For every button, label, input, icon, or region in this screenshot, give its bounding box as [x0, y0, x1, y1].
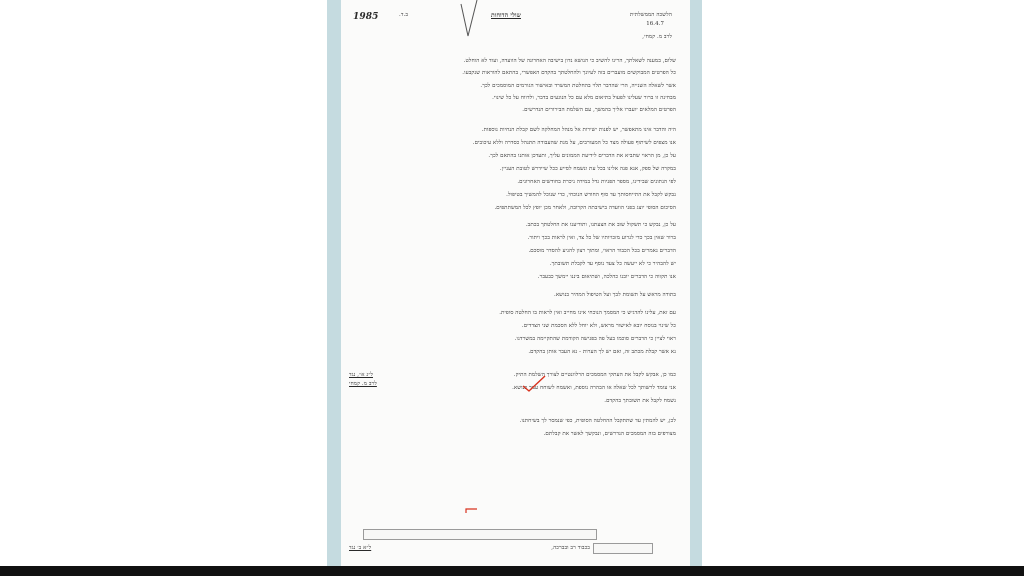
body-line: הפרטים המלאים יועברו אליך בהמשך, עם השלמת הבירורים הנדרשים.: [522, 107, 676, 113]
body-line: נבקש לקבל את התייחסותך עד סוף החודש הנוכחי, כדי שנוכל להמשיך בטיפול.: [506, 192, 676, 198]
body-line: אני עומד לרשותך לכל שאלה או הבהרה נוספת, ואשמח לשוחח עמך בנושא.: [512, 385, 676, 391]
header-date: 16.4.7: [646, 21, 664, 27]
body-line: כל הפרטים המבוקשים מועברים בזה לעיונך ולהחלטתך בהקדם האפשרי, בהתאם להוראות שנקבעו.: [462, 70, 676, 76]
body-line: הסיכום הסופי יוצג בפני הוועדה בישיבתה הקרובה, ולאחר מכן יופץ לכל המשתתפים.: [494, 205, 676, 211]
body-line: היה והדבר אינו מתאפשר, יש לפנות ישירות אל מנהל המחלקה לשם קבלת הנחיות נוספות.: [481, 127, 676, 133]
header-stamp: 1985: [353, 12, 379, 22]
body-line: במקרה של ספק, אנא פנה אלינו בכל עת ונשמח לסייע ככל שיידרש לטובת העניין.: [499, 166, 676, 172]
body-line: אשר לשאלה השנייה, הרי שהדבר תלוי בהחלטת המשרד ובאישור הגורמים המוסמכים לכך.: [480, 83, 676, 89]
body-line: שלום, במענה לשאלתך, הרינו להשיב כי הנושא נדון בישיבה האחרונה של הוועדה, ועוד לא הוחלט.: [463, 58, 676, 64]
body-line: בתודה מראש על תשומת לבך ועל הטיפול המהיר בנושא.: [554, 292, 676, 298]
header-office: הלשכה הממשלתית: [629, 12, 672, 18]
header-recipient: לרב מ. קמחי,: [642, 34, 672, 40]
body-line: על כן, מן הראוי שתביא את הדברים לידיעת הממונים עליך, ותעדכן אותנו בהתאם לכך.: [488, 153, 676, 159]
body-line: ברור שאין בכך כדי לגרוע מזכויותיו של כל צד, ואין לראות בכך ויתור.: [527, 235, 676, 241]
body-line: נא אשר קבלת מכתב זה, ואם יש לך הערות - נא העבר אותן בהקדם.: [528, 349, 676, 355]
body-line: לפי הנתונים שבידינו, מספר הפניות גדל במידה ניכרת בחודשים האחרונים.: [517, 179, 676, 185]
redaction-box: [593, 543, 653, 554]
body-line: מצורפים בזה המסמכים הנדרשים, ונבקשך לאשר את קבלתם.: [543, 431, 676, 437]
closing-line: בכבוד רב ובברכה,: [551, 545, 590, 551]
body-line: לכן, יש להמתין עד שתתקבל ההחלטה הסופית, כפי שנמסר לך בשיחתנו.: [519, 418, 676, 424]
scanned-document-page: [341, 0, 690, 566]
body-line: יש להבהיר כי לא ייעשה כל צעד נוסף עד לקבלת תשובתך.: [549, 261, 676, 267]
body-line: אנו תקווה כי הדברים יובנו כהלכה, ושתיאום ביננו יימשך כבעבר.: [537, 274, 676, 280]
body-line: נשמח לקבל את תשובתך בהקדם.: [604, 398, 676, 404]
bottom-bar: [0, 566, 1024, 576]
body-line: עם זאת, עלינו להדגיש כי המסמך הנוכחי אינו מחייב ואין לראות בו החלטה סופית.: [499, 310, 676, 316]
scan-frame-left: [327, 0, 341, 566]
body-line: מבחינה זו ברור שעלינו לפעול בתיאום מלא עם כל הנוגעים בדבר, ולדווח על כל שינוי.: [492, 95, 676, 101]
red-pen-check-mark: [521, 374, 547, 394]
body-line: אנו מצפים לשיתוף פעולה מצד כל המעורבים, על מנת שהעבודה תתנהל כסדרה וללא עיכובים.: [472, 140, 676, 146]
redaction-box: [363, 529, 597, 540]
header-subject: שולי הדוחות: [491, 12, 521, 19]
margin-note: לרב מ. קמחי: [349, 381, 377, 387]
body-line: על כן, נבקש כי תשקול שוב את הצעתנו, ותודיענו את החלטתך בכתב.: [525, 222, 676, 228]
margin-note: ל״א ב׳ נגד: [349, 545, 372, 551]
margin-note: ל״ג א״, נגד: [349, 372, 373, 378]
body-line: כמו כן, אבקש לקבל את העתקי המסמכים הרלוונטיים לצורך השלמת התיק.: [513, 372, 676, 378]
header-ref: ב.ד.: [399, 12, 409, 18]
red-pen-mark: [465, 507, 479, 515]
body-line: ראוי לציין כי הדברים סוכמו בעל פה בפגישה הקודמת שהתקיימה במשרדנו.: [514, 336, 676, 342]
body-line: כל שינוי בנוסח יובא לאישור מראש, ולא יוחל ללא הסכמת שני הצדדים.: [521, 323, 676, 329]
pen-check-mark: [459, 0, 479, 40]
scan-frame-right: [690, 0, 702, 566]
body-line: הדברים נאמרים בכל הכבוד הראוי, ומתוך רצון להגיע להסדר מוסכם.: [528, 248, 676, 254]
